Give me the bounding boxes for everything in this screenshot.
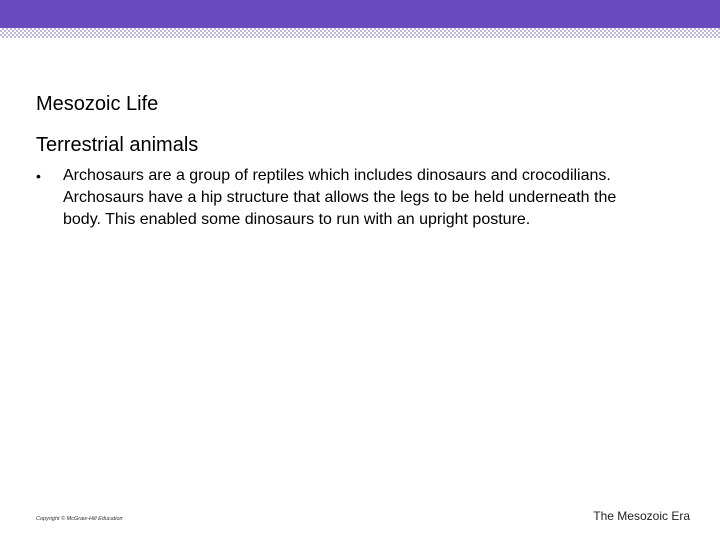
- bullet-marker: •: [36, 168, 41, 184]
- footer-chapter-title: The Mesozoic Era: [593, 509, 690, 523]
- copyright-notice: Copyright © McGraw-Hill Education: [36, 516, 123, 522]
- slide-title: Mesozoic Life: [36, 93, 159, 115]
- header-band: [0, 0, 720, 28]
- bullet-item: [36, 165, 646, 231]
- section-heading: Terrestrial animals: [36, 134, 199, 156]
- bullet-list: [36, 165, 646, 231]
- bullet-text: Archosaurs are a group of reptiles which includes dinosaurs and crocodilians. Archosaurs have a hip structure that allows the legs to be held underneath the body. This enabled some dinosaurs to run with an upright posture.: [63, 167, 617, 228]
- header-pattern-band: [0, 28, 720, 38]
